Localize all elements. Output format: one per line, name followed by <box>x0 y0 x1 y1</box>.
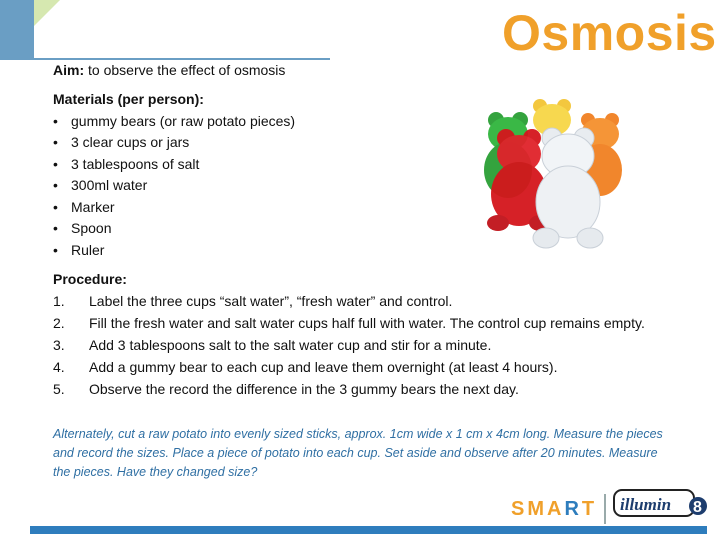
list-item: • Marker <box>53 198 115 215</box>
materials-heading: Materials (per person): <box>53 91 204 107</box>
procedure-heading: Procedure: <box>53 271 127 287</box>
list-item: 1. Label the three cups “salt water”, “fresh water” and control. <box>53 293 453 309</box>
list-item: 4. Add a gummy bear to each cup and leave them overnight (at least 4 hours). <box>53 359 558 375</box>
procedure-steps <box>53 290 653 400</box>
list-item: • Ruler <box>53 241 105 258</box>
procedure-section <box>53 268 653 400</box>
logo-divider <box>604 494 606 524</box>
gummy-bears-image <box>468 98 628 258</box>
list-item: 3. Add 3 tablespoons salt to the salt water cup and stir for a minute. <box>53 337 492 353</box>
frame-vertical-bar <box>0 0 34 58</box>
smart-logo: SMART <box>511 498 598 520</box>
aim-line <box>53 62 285 78</box>
list-item: • gummy bears (or raw potato pieces) <box>53 112 296 129</box>
bottom-bar <box>30 526 707 534</box>
aim-text: to observe the effect of osmosis <box>88 62 286 78</box>
list-item: 5. Observe the record the difference in the 3 gummy bears the next day. <box>53 381 519 397</box>
svg-text:illumin: illumin <box>620 495 672 514</box>
page-title: Osmosis <box>502 5 717 61</box>
list-item: 2. Fill the fresh water and salt water cups half full with water. The control cup remains empty. <box>53 315 645 331</box>
list-item: • Spoon <box>53 220 112 236</box>
materials-section <box>53 89 295 261</box>
svg-text:8: 8 <box>693 499 702 516</box>
list-item: • 3 clear cups or jars <box>53 134 190 150</box>
frame-horizontal-line <box>0 58 330 60</box>
list-item: • 300ml water <box>53 177 148 193</box>
illumin8-logo <box>612 486 708 526</box>
list-item: • 3 tablespoons of salt <box>53 155 200 172</box>
materials-list <box>53 111 295 262</box>
alternate-note: Alternately, cut a raw potato into evenly sized sticks, approx. 1cm wide x 1 cm x 4cm long. Measure the pieces and record the sizes. Place a piece of potato into each cup. Set aside and observe after 20 minutes. Measure the pieces. Have they changed size? <box>53 427 663 479</box>
aim-label: Aim: <box>53 62 85 78</box>
